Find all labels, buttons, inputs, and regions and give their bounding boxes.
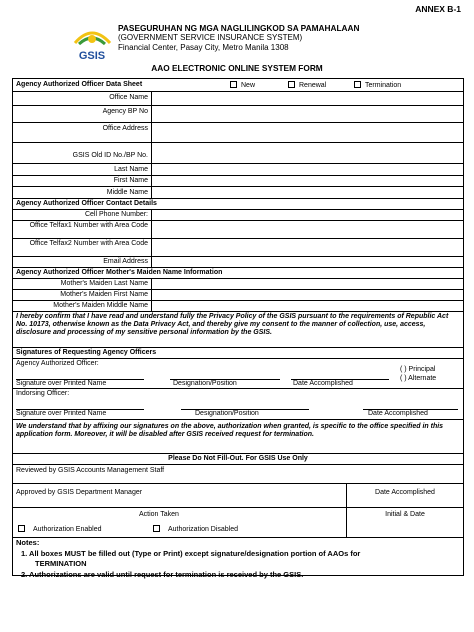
field-label: Middle Name — [13, 187, 152, 198]
contact-header — [13, 199, 463, 210]
signatures-header — [13, 348, 463, 359]
office-address-input[interactable] — [152, 123, 463, 142]
notes-row — [13, 538, 463, 579]
principal-option[interactable]: ( ) Principal — [400, 366, 436, 373]
cell-phone-input[interactable] — [152, 210, 463, 220]
telfax2-input[interactable] — [152, 239, 463, 256]
gsis-use-header — [13, 454, 463, 465]
maiden-header — [13, 268, 463, 279]
row-agency-bp — [13, 106, 463, 123]
reviewed-row — [13, 465, 463, 484]
initial-date-label: Initial & Date — [385, 511, 425, 518]
signatures-title: Signatures of Requesting Agency Officers — [16, 349, 157, 356]
action-row — [13, 508, 463, 538]
row-middle-name — [13, 187, 463, 199]
row-office-address — [13, 123, 463, 143]
note-1: 1. All boxes MUST be filled out (Type or Print) except signature/designation portion of AAOs for — [21, 548, 361, 558]
field-label: Last Name — [13, 164, 152, 175]
field-label: First Name — [13, 176, 152, 186]
annex-label: ANNEX B-1 — [415, 4, 461, 14]
indorsing-label: Indorsing Officer: — [16, 390, 70, 397]
notes-title: Notes: — [16, 538, 40, 547]
agency-address: Financial Center, Pasay City, Metro Manila 1308 — [118, 43, 289, 52]
action-taken-label: Action Taken — [139, 511, 179, 518]
aao-form — [12, 78, 464, 579]
note-2: 2. Authorizations are valid until request for termination is received by the GSIS. — [21, 569, 304, 579]
field-label: Mother's Maiden First Name — [13, 290, 152, 300]
understanding-row — [13, 420, 463, 454]
row-maiden-last — [13, 279, 463, 290]
gsis-old-id-input[interactable] — [152, 143, 463, 163]
field-label: Email Address — [13, 257, 152, 267]
agency-bp-input[interactable] — [152, 106, 463, 122]
field-label: Office Name — [13, 92, 152, 105]
row-telfax2 — [13, 239, 463, 257]
aao-signature-block — [13, 359, 463, 389]
aao-signature-label: Signature over Printed Name — [16, 380, 107, 387]
privacy-statement-row — [13, 312, 463, 348]
first-name-input[interactable] — [152, 176, 463, 186]
row-email — [13, 257, 463, 268]
approved-label: Approved by GSIS Department Manager — [13, 484, 347, 507]
renewal-checkbox[interactable] — [288, 81, 295, 88]
maiden-first-input[interactable] — [152, 290, 463, 300]
option-new[interactable]: New — [230, 79, 288, 91]
reviewed-label: Reviewed by GSIS Accounts Management Staff — [16, 467, 165, 474]
privacy-statement: I hereby confirm that I have read and understand fully the Privacy Policy of the GSIS pursuant to the requirements of Republic Act No. 10173, otherwise known as the Data Privacy Act, and thereby give my consent to the manner of collection, use, access, disclosure and processing of my sensitive personal information by the GSIS. — [16, 313, 449, 337]
last-name-input[interactable] — [152, 164, 463, 175]
aao-date-label: Date Accomplished — [293, 380, 353, 387]
field-label: Office Address — [13, 123, 152, 142]
enabled-checkbox[interactable] — [18, 525, 25, 532]
alternate-option[interactable]: ( ) Alternate — [400, 375, 437, 382]
row-maiden-middle — [13, 301, 463, 312]
row-first-name — [13, 176, 463, 187]
agency-name-filipino: PASEGURUHAN NG MGA NAGLILINGKOD SA PAMAHALAAN — [118, 23, 360, 33]
data-sheet-title: Agency Authorized Officer Data Sheet — [16, 81, 143, 88]
agency-name-english: (GOVERNMENT SERVICE INSURANCE SYSTEM) — [118, 33, 303, 42]
indorsing-date-label: Date Accomplished — [368, 410, 428, 417]
approved-row — [13, 484, 463, 508]
disabled-checkbox[interactable] — [153, 525, 160, 532]
office-name-input[interactable] — [152, 92, 463, 105]
telfax1-input[interactable] — [152, 221, 463, 238]
date-accomplished-label: Date Accomplished — [375, 489, 435, 496]
authorization-enabled[interactable]: Authorization Enabled — [18, 525, 102, 533]
note-1-cont: TERMINATION — [35, 559, 87, 568]
indorsing-designation-label: Designation/Position — [195, 410, 259, 417]
field-label: Agency BP No — [13, 106, 152, 122]
gsis-use-title: Please Do Not Fill-Out. For GSIS Use Only — [168, 455, 308, 462]
row-telfax1 — [13, 221, 463, 239]
action-taken-cell — [13, 508, 347, 537]
indorsing-signature-label: Signature over Printed Name — [16, 410, 107, 417]
maiden-title: Agency Authorized Officer Mother's Maiden Name Information — [16, 269, 223, 276]
row-maiden-first — [13, 290, 463, 301]
middle-name-input[interactable] — [152, 187, 463, 198]
aao-label: Agency Authorized Officer: — [16, 360, 99, 367]
data-sheet-header — [13, 79, 463, 92]
maiden-middle-input[interactable] — [152, 301, 463, 311]
row-office-name — [13, 92, 463, 106]
understanding-statement: We understand that by affixing our signatures on the above, authorization when granted, is specific to the office specified in this application form. Moreover, it will be disabled after GSIS received request for termination. — [16, 423, 444, 439]
field-label: Mother's Maiden Middle Name — [13, 301, 152, 311]
field-label: GSIS Old ID No./BP No. — [13, 143, 152, 163]
form-title: AAO ELECTRONIC ONLINE SYSTEM FORM — [151, 63, 323, 73]
gsis-logo — [70, 23, 114, 63]
contact-title: Agency Authorized Officer Contact Details — [16, 200, 157, 207]
termination-checkbox[interactable] — [354, 81, 361, 88]
gsis-logo-text: GSIS — [78, 50, 106, 62]
row-last-name — [13, 164, 463, 176]
aao-designation-label: Designation/Position — [173, 380, 237, 387]
field-label: Mother's Maiden Last Name — [13, 279, 152, 289]
field-label: Office Telfax1 Number with Area Code — [13, 221, 152, 238]
field-label: Office Telfax2 Number with Area Code — [13, 239, 152, 256]
authorization-disabled[interactable]: Authorization Disabled — [153, 525, 238, 533]
field-label: Cell Phone Number: — [13, 210, 152, 220]
option-termination[interactable]: Termination — [354, 79, 401, 91]
row-cell-phone — [13, 210, 463, 221]
new-checkbox[interactable] — [230, 81, 237, 88]
maiden-last-input[interactable] — [152, 279, 463, 289]
indorsing-signature-block — [13, 389, 463, 420]
email-input[interactable] — [152, 257, 463, 267]
option-renewal[interactable]: Renewal — [288, 79, 354, 91]
row-gsis-old-id — [13, 143, 463, 164]
